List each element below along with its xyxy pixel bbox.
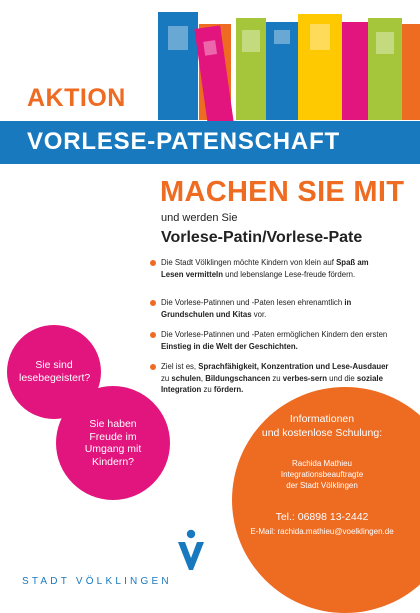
info-block	[232, 412, 412, 537]
bullet-text: Ziel ist es, Sprachfähigkeit, Konzentration und Lese-Ausdauer zu schulen, Bildungschancen zu verbes-sern und die soziale Integration zu fördern.	[161, 362, 389, 395]
book-green-1	[236, 18, 266, 120]
book-magenta-2	[342, 22, 368, 120]
book-blue-2	[266, 22, 298, 120]
kicker-text: AKTION	[27, 84, 126, 112]
book-green-2	[368, 18, 402, 120]
headline: MACHEN SIE MIT	[160, 176, 405, 208]
bubble-text-2: Sie haben Freude im Umgang mit Kindern?	[84, 418, 142, 468]
bubble-text-1: Sie sind lesebegeistert?	[19, 359, 91, 384]
bullet-item	[150, 329, 392, 352]
bullet-text: Die Vorlese-Patinnen und -Paten ermöglichen Kindern den ersten Einstieg in die Welt der Geschichten.	[161, 330, 388, 351]
subline: und werden Sie	[161, 212, 238, 224]
bullet-dot-icon	[150, 364, 156, 370]
contact-role: Integrationsbeauftragte	[280, 470, 364, 479]
bullet-item	[150, 297, 392, 320]
contact-name: Rachida Mathieu	[291, 459, 353, 468]
bullet-dot-icon	[150, 260, 156, 266]
page-title: VORLESE-PATENSCHAFT	[27, 128, 340, 155]
info-title	[232, 412, 412, 440]
city-logo-icon	[176, 528, 206, 572]
book-yellow-1	[298, 14, 342, 120]
bullet-dot-icon	[150, 300, 156, 306]
contact-phone: Tel.: 06898 13-2442	[275, 511, 369, 523]
bullet-text: Die Stadt Völklingen möchte Kindern von klein auf Spaß am Lesen vermitteln und lebenslange Lese-freude fördern.	[161, 258, 369, 279]
bullet-text: Die Vorlese-Patinnen und -Paten lesen ehrenamtlich in Grundschulen und Kitas vor.	[161, 298, 352, 319]
bullet-item	[150, 257, 392, 280]
role-title: Vorlese-Patin/Vorlese-Pate	[161, 229, 363, 246]
bullet-dot-icon	[150, 332, 156, 338]
city-name: STADT VÖLKLINGEN	[22, 576, 172, 587]
book-orange-2	[402, 24, 420, 120]
info-title-line-2: und kostenlose Schulung:	[261, 427, 383, 439]
contact-org: der Stadt Völklingen	[286, 481, 358, 490]
contact-person	[232, 458, 412, 491]
info-title-line-1: Informationen	[289, 413, 355, 425]
contact-email: E-Mail: rachida.mathieu@voelklingen.de	[250, 527, 394, 536]
book-blue-1	[158, 12, 198, 120]
question-bubble-2	[56, 386, 170, 500]
